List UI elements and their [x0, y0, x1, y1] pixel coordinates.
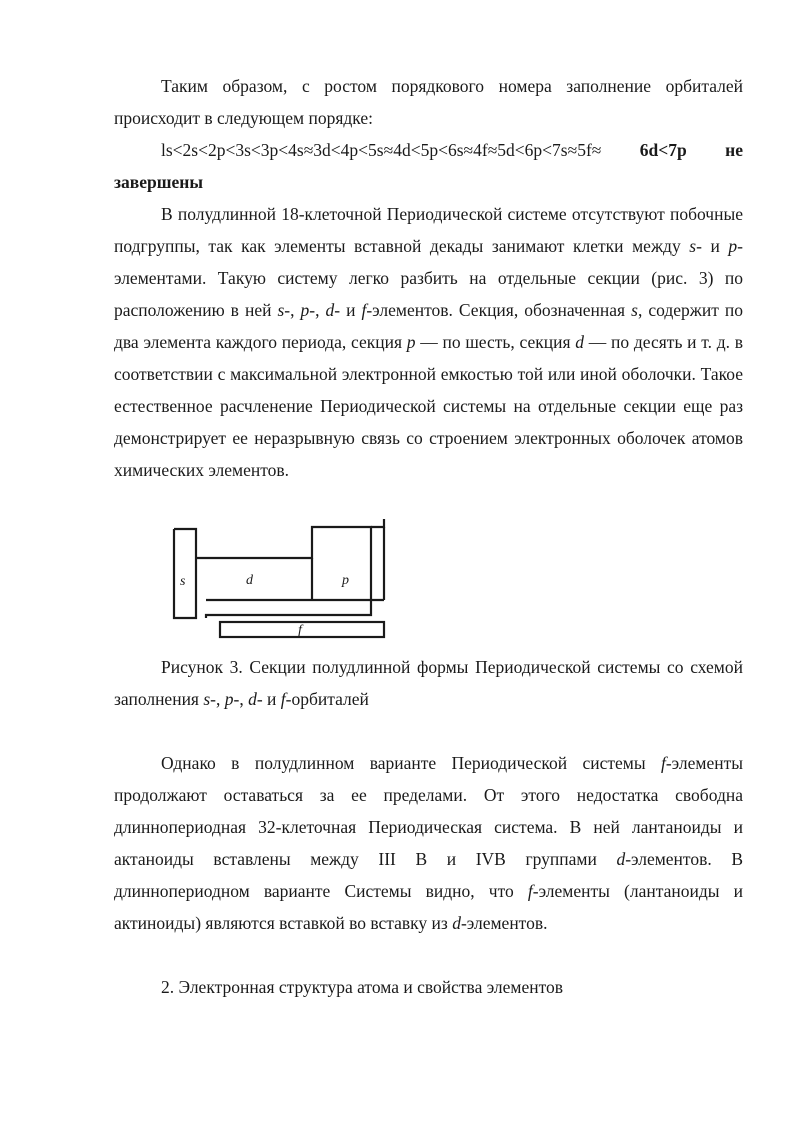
orbital-filling-sequence [114, 134, 743, 198]
italic-s: s [203, 689, 211, 709]
italic-f: f [280, 689, 286, 709]
right-border [371, 519, 384, 527]
italic-s: s [631, 300, 638, 320]
italic-d: d [575, 332, 585, 352]
label-s: s [180, 574, 186, 589]
figure-periodic-sections [114, 519, 743, 643]
text-run: -элементами. Такую систему легко разбить на отдельные секции (рис. 3) по расположению в ней [114, 236, 743, 320]
sequence-tail: 6d<7p не завершены [114, 140, 743, 192]
text-run: -, [233, 689, 249, 709]
text-run: -элементов. [460, 913, 548, 933]
italic-p: p [300, 300, 310, 320]
text-run: Рисунок 3. Секции полудлинной формы Периодической системы со схемой заполнения [114, 657, 743, 709]
paragraph-long-period-system [114, 747, 743, 939]
text-run: - и [256, 689, 281, 709]
italic-f: f [660, 753, 666, 773]
text-run: - и [696, 236, 729, 256]
text-run: -элементы продолжают оставаться за ее пределами. От этого недостатка свободна длиннопериодная 32-клеточная Периодическая система. В ней лантаноиды и актаноиды вставлены между III B и IVB группами [114, 753, 743, 869]
text-run: — по шесть, секция [415, 332, 576, 352]
text-run: -, [309, 300, 326, 320]
document-page [114, 70, 743, 1003]
italic-p: p [728, 236, 738, 256]
italic-d: d [452, 913, 461, 933]
sequence-text: ls<2s<2p<3s<3p<4s≈3d<4p<5s≈4d<5p<6s≈4f≈5d<6p<7s≈5f≈ [161, 140, 602, 160]
label-f: f [298, 623, 302, 638]
text-run: - и [334, 300, 362, 320]
italic-f: f [527, 881, 533, 901]
text-run: -, [210, 689, 225, 709]
text-run: Однако в полудлинном варианте Периодической системы [161, 753, 661, 773]
italic-p: p [406, 332, 416, 352]
spacer [114, 715, 743, 747]
text-run: -элементов. Секция, обозначенная [366, 300, 632, 320]
text-run: -элементов. В длиннопериодном варианте Системы видно, что [114, 849, 743, 901]
text-run: -орбиталей [285, 689, 369, 709]
label-p: p [342, 573, 349, 588]
italic-d: d [325, 300, 335, 320]
label-d: d [246, 573, 253, 588]
italic-s: s [689, 236, 697, 256]
text-run: — по десять и т. д. в соответствии с максимальной электронной емкостью той или иной оболочки. Такое естественное расчленение Периодической системы на отдельные секции еще раз демонстрирует ее неразрывную связь со строением электронных оболочек атомов химических элементов. [114, 332, 744, 480]
spacer [114, 939, 743, 971]
text-run: -элементы (лантаноиды и актиноиды) являются вставкой во вставку из [114, 881, 743, 933]
italic-f: f [361, 300, 367, 320]
paragraph-semi-long-system [114, 198, 743, 486]
text-run: , содержит по два элемента каждого периода, секция [114, 300, 744, 352]
periodic-sections-diagram [170, 519, 400, 643]
italic-p: p [224, 689, 234, 709]
italic-d: d [248, 689, 257, 709]
section-heading: 2. Электронная структура атома и свойства элементов [161, 977, 564, 997]
italic-s: s [277, 300, 285, 320]
paragraph-orbital-order: Таким образом, с ростом порядкового номера заполнение орбиталей происходит в следующем порядке: [114, 76, 743, 128]
text-run: В полудлинной 18-клеточной Периодической системе отсутствуют побочные подгруппы, так как элементы вставной декады занимают клетки между [114, 204, 743, 256]
f-block-outline [220, 622, 384, 637]
italic-d: d [616, 849, 626, 869]
text-run: -, [284, 300, 301, 320]
figure-caption [114, 651, 743, 715]
